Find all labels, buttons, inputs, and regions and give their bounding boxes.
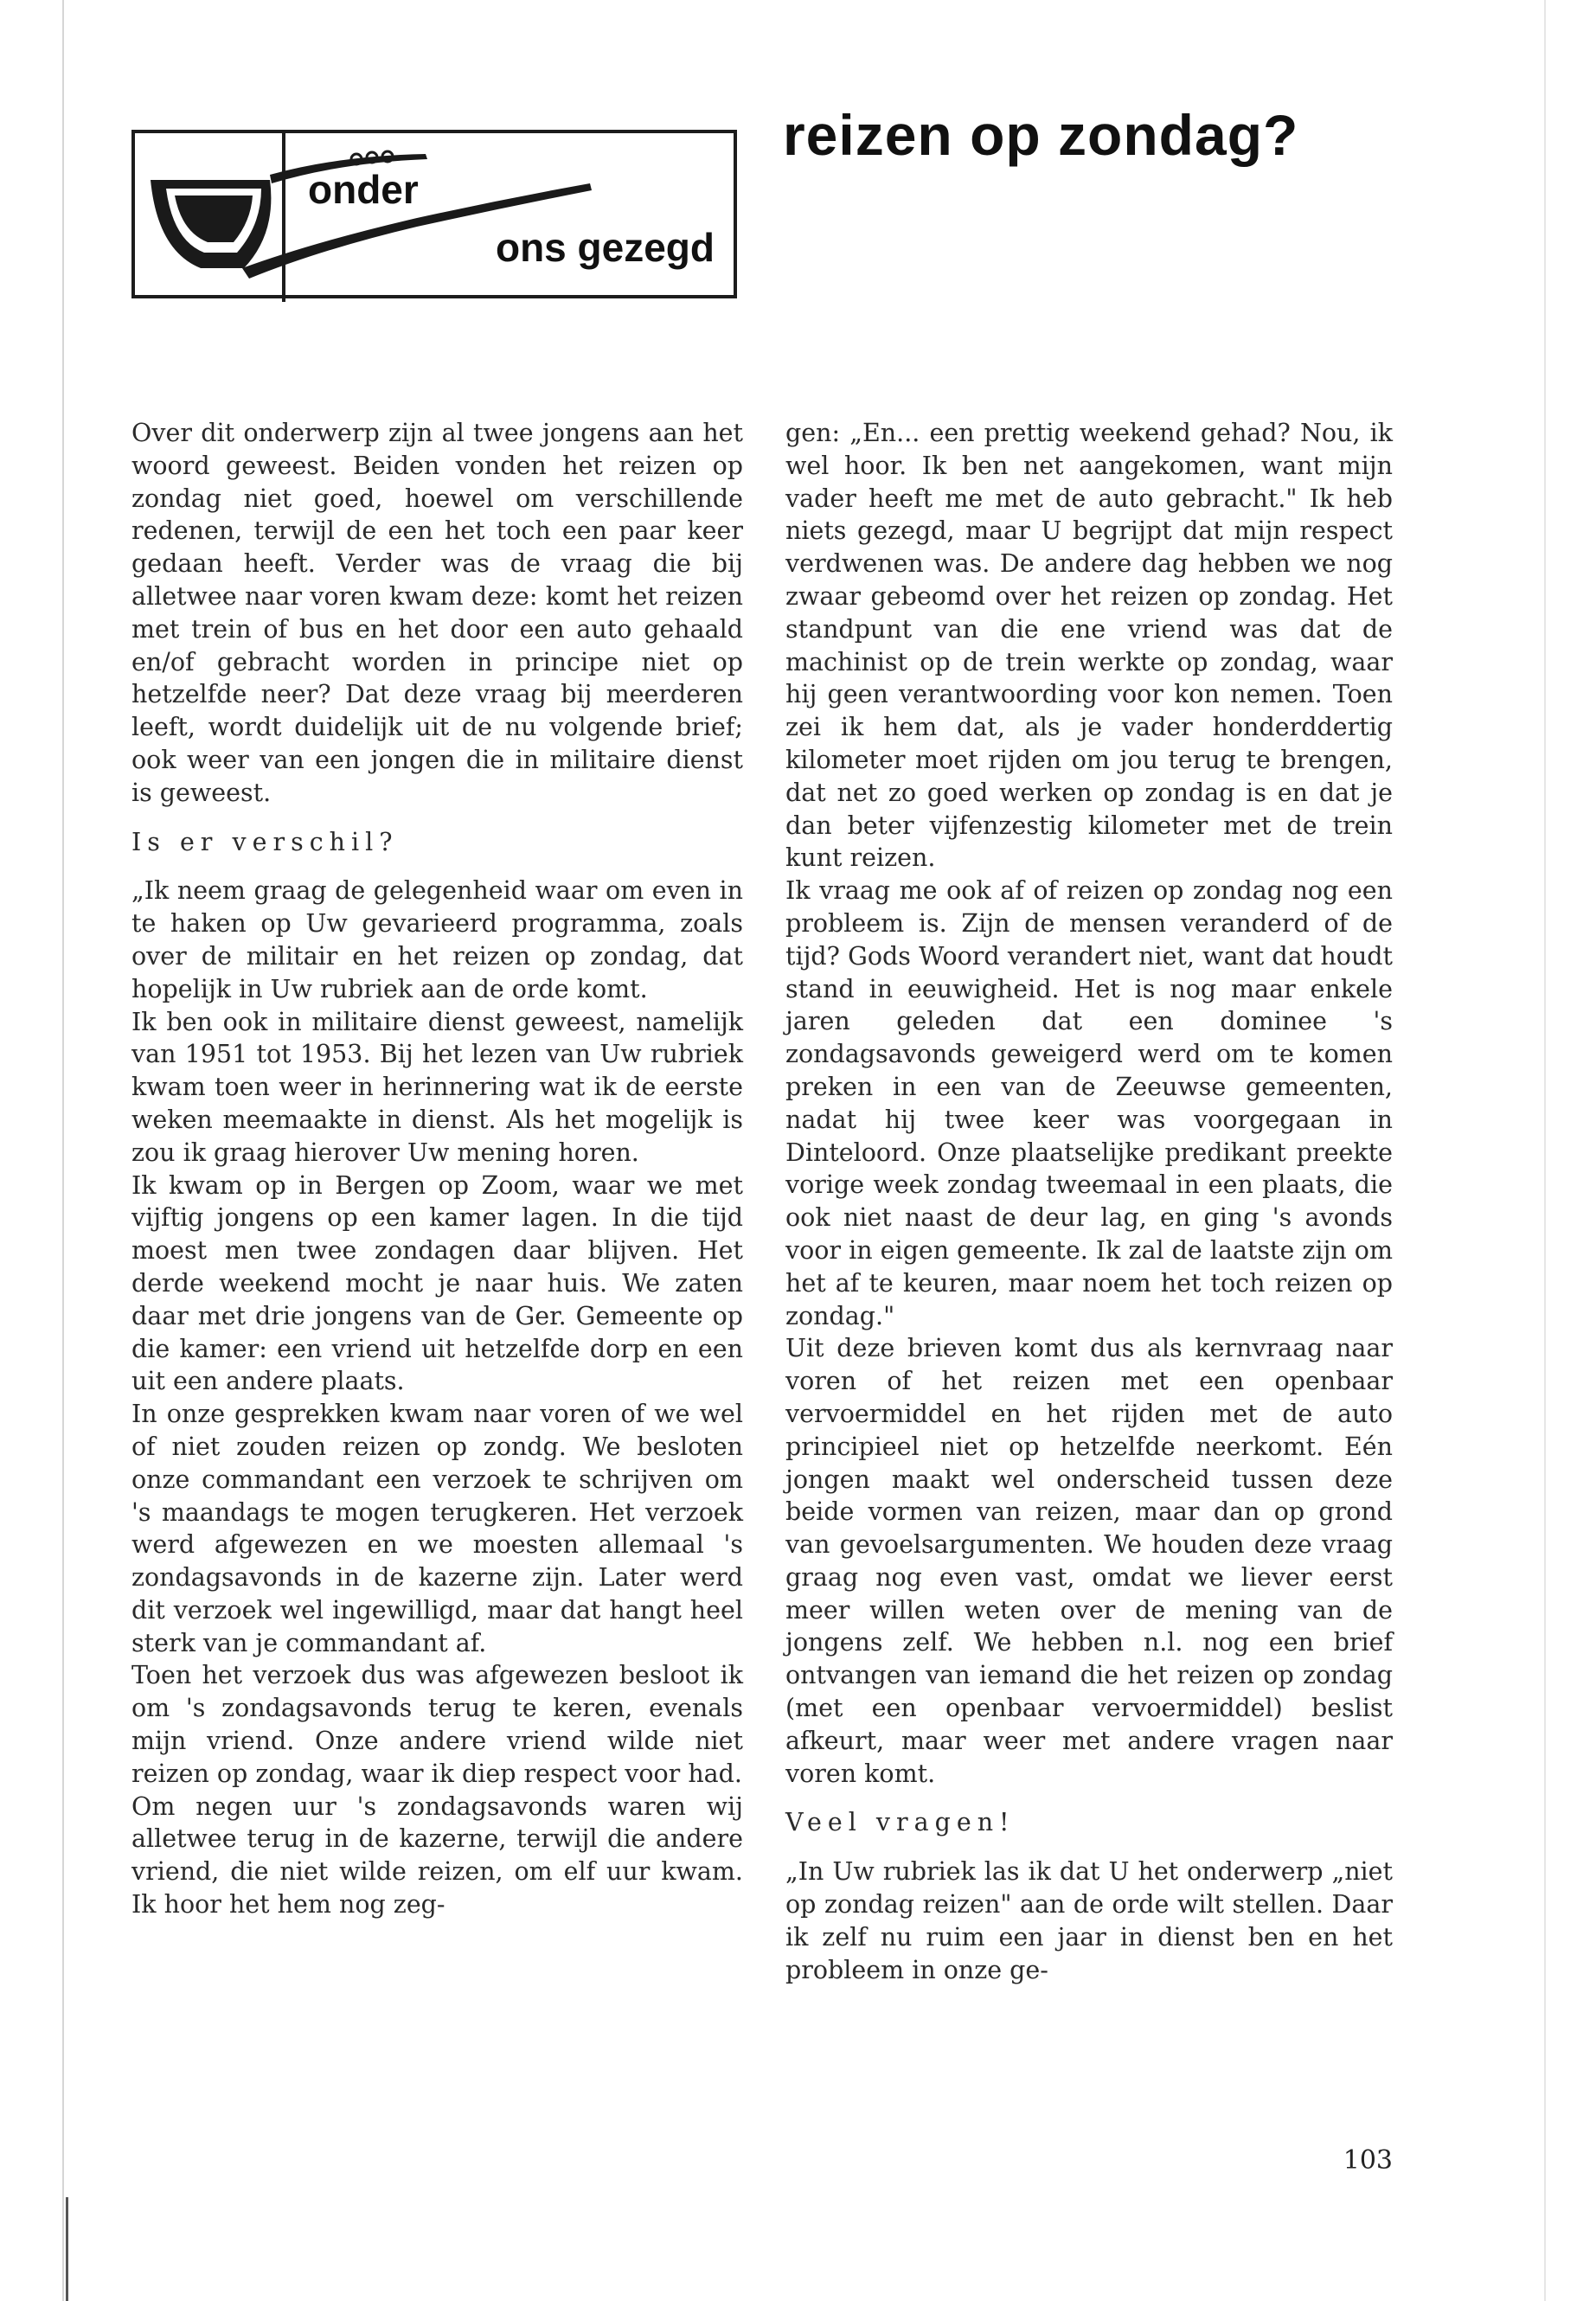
paragraph: Ik ben ook in militaire dienst geweest, namelijk van 1951 tot 1953. Bij het lezen van Uw rubriek kwam toen weer in herinnering wat ik de eerste weken meemaakte in dienst. Als het mogelijk is zou ik graag hierover Uw mening horen. [131, 1007, 743, 1167]
paragraph: In onze gesprekken kwam naar voren of we wel of niet zouden reizen op zondg. We besloten onze commandant een verzoek te schrijven om 's maandags te mogen terugkeren. Het verzoek werd afgewezen en we moesten allemaal 's zondagsavonds in de kazerne zijn. Later werd dit verzoek wel ingewilligd, maar dat hangt heel sterk van je commandant af. [131, 1400, 743, 1657]
pipe-icon [140, 138, 607, 294]
logo-word-ons-gezegd: ons gezegd [495, 225, 715, 270]
paragraph: Over dit onderwerp zijn al twee jongens aan het woord geweest. Beiden vonden het reizen op zondag niet goed, hoewel om verschillende redenen, terwijl de een het toch een paar keer gedaan heeft. Verder was de vraag die bij alletwee naar voren kwam deze: komt het reizen met trein of bus en het door een auto gehaald en/of gebracht worden in principe niet op hetzelfde neer? Dat deze vraag bij meerderen leeft, wordt duidelijk uit de nu volgende brief; ook weer van een jongen die in militaire dienst is geweest. [131, 419, 743, 807]
paragraph: Uit deze brieven komt dus als kernvraag naar voren of het reizen met een openbaar vervoermiddel en het rijden met de auto principieel niet op hetzelfde neerkomt. Eén jongen maakt wel onderscheid tussen deze beide vormen van reizen, maar dan op grond van gevoelsargumenten. We houden deze vraag graag nog even vast, omdat we liever eerst meer willen weten over de mening van de jongens zelf. We hebben n.l. nog een brief ontvangen van iemand die het reizen op zondag (met een openbaar vervoermiddel) beslist afkeurt, maar weer met andere vragen naar voren komt. [785, 1334, 1393, 1788]
scan-edge-right [1544, 0, 1546, 2301]
text-column-left [131, 417, 743, 1921]
paragraph: gen: „En... een prettig weekend gehad? Nou, ik wel hoor. Ik ben net aangekomen, want mijn vader heeft me met de auto gebracht." Ik heb niets gezegd, maar U begrijpt dat mijn respect verdwenen was. De andere dag hebben we nog zwaar gebeomd over het reizen op zondag. Het standpunt van die ene vriend was dat de machinist op de trein werkte op zondag, waar hij geen verantwoording voor kon nemen. Toen zei ik hem dat, als je vader honderddertig kilometer moet rijden om jou terug te brengen, dat net zo goed werken op zondag is en dat je dan beter vijfenzestig kilometer met de trein kunt reizen. [785, 419, 1393, 873]
paragraph: Ik kwam op in Bergen op Zoom, waar we met vijftig jongens op een kamer lagen. In die tijd moest men twee zondagen daar blijven. Het derde weekend mocht je naar huis. We zaten daar met drie jongens van de Ger. Gemeente op die kamer: een vriend uit hetzelfde dorp en een uit een andere plaats. [131, 1170, 743, 1396]
paragraph: Toen het verzoek dus was afgewezen besloot ik om 's zondagsavonds terug te keren, evenals mijn vriend. Onze andere vriend wilde niet reizen op zondag, waar ik diep respect voor had. [131, 1661, 743, 1788]
text-column-right [785, 417, 1393, 1986]
subheading: Is er verschil? [131, 827, 399, 856]
scan-edge-left [62, 0, 64, 2301]
paragraph: Om negen uur 's zondagsavonds waren wij alletwee terug in de kazerne, terwijl die andere vriend, die niet wilde reizen, om elf uur kwam. Ik hoor het hem nog zeg- [131, 1791, 743, 1920]
paragraph: „Ik neem graag de gelegenheid waar om even in te haken op Uw gevarieerd programma, zoals over de militair en het reizen op zondag, dat hopelijk in Uw rubriek aan de orde komt. [131, 876, 743, 1003]
paragraph: Ik vraag me ook af of reizen op zondag nog een probleem is. Zijn de mensen veranderd of de tijd? Gods Woord verandert niet, want dat houdt stand in eeuwigheid. Het is nog maar enkele jaren geleden dat een dominee 's zondagsavonds geweigerd werd om te komen preken in een van de Zeeuwse gemeenten, nadat hij twee keer was voorgegaan in Dinteloord. Onze plaatselijke predikant preekte vorige week zondag tweemaal in een plaats, die ook niet naast de deur lag, en ging 's avonds voor in eigen gemeente. Ik zal de laatste zijn om het af te keuren, maar noem het toch reizen op zondag." [785, 876, 1393, 1330]
logo-word-onder: onder [308, 167, 419, 212]
column-logo [131, 130, 737, 298]
scan-edge-mark [66, 2197, 68, 2301]
paragraph: „In Uw rubriek las ik dat U het onderwerp „niet op zondag reizen" aan de orde wilt stellen. Daar ik zelf nu ruim een jaar in dienst ben en het probleem in onze ge- [785, 1857, 1393, 1984]
page-title: reizen op zondag? [783, 103, 1299, 167]
page-number: 103 [1343, 2145, 1393, 2176]
subheading: Veel vragen! [785, 1808, 1016, 1837]
